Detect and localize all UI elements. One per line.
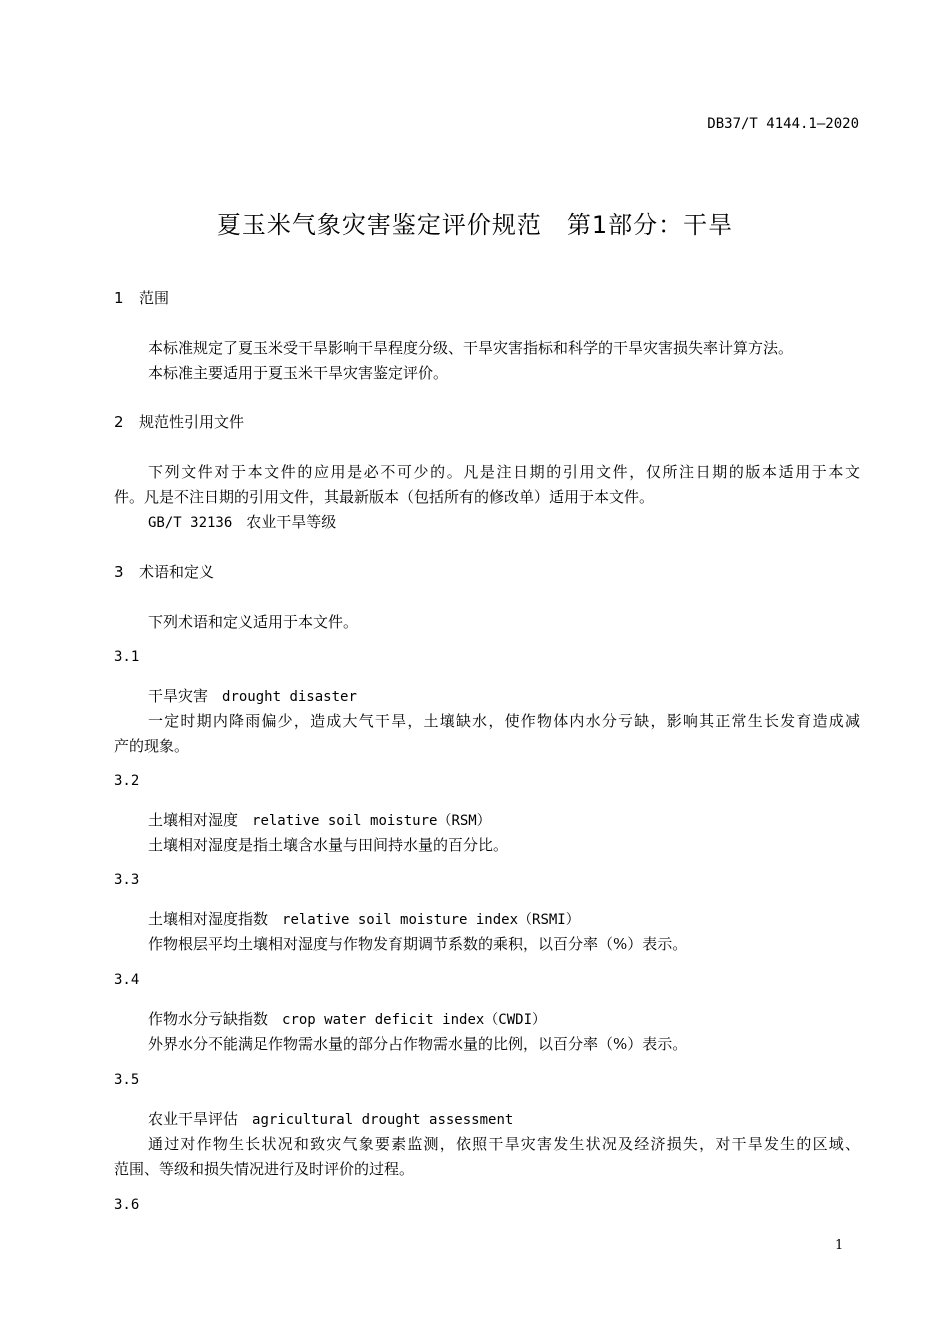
term-entry — [148, 1008, 546, 1029]
section-title: 规范性引用文件 — [139, 413, 245, 431]
section-number: 3 — [114, 563, 124, 581]
clause-number: 3.2 — [114, 773, 140, 789]
section-2-heading — [114, 411, 244, 432]
term-definition: 通过对作物生长状况和致灾气象要素监测，依照干旱灾害发生状况及经济损失，对干旱发生的区域、 — [148, 1135, 860, 1153]
term-entry — [148, 685, 357, 706]
paragraph: 下列文件对于本文件的应用是必不可少的。凡是注日期的引用文件，仅所注日期的版本适用于本文 — [148, 463, 860, 481]
paragraph: 件。凡是不注日期的引用文件，其最新版本（包括所有的修改单）适用于本文件。 — [114, 488, 655, 506]
term-entry — [148, 1108, 513, 1129]
term-en: relative soil moisture（RSM） — [252, 813, 491, 829]
term-definition: 范围、等级和损失情况进行及时评价的过程。 — [114, 1160, 415, 1178]
page-number: 1 — [835, 1238, 844, 1253]
clause-number: 3.1 — [114, 649, 140, 665]
section-title: 范围 — [139, 289, 170, 307]
term-entry — [148, 809, 491, 830]
section-1-heading — [114, 287, 169, 308]
section-number: 2 — [114, 413, 124, 431]
section-3-heading — [114, 561, 214, 582]
term-zh: 土壤相对湿度指数 — [148, 910, 269, 928]
document-title: 夏玉米气象灾害鉴定评价规范 第1部分：干旱 — [216, 211, 734, 239]
paragraph: 本标准规定了夏玉米受干旱影响干旱程度分级、干旱灾害指标和科学的干旱灾害损失率计算方法。 — [148, 339, 794, 357]
term-entry — [148, 908, 580, 929]
term-en: drought disaster — [222, 689, 357, 705]
section-number: 1 — [114, 289, 124, 307]
term-definition: 一定时期内降雨偏少，造成大气干旱，土壤缺水，使作物体内水分亏缺，影响其正常生长发育造成减 — [148, 712, 860, 730]
clause-number: 3.5 — [114, 1072, 140, 1088]
term-en: relative soil moisture index（RSMI） — [282, 912, 580, 928]
term-definition: 产的现象。 — [114, 737, 190, 755]
document-code: DB37/T 4144.1—2020 — [707, 116, 859, 132]
clause-number: 3.3 — [114, 872, 140, 888]
paragraph: 本标准主要适用于夏玉米干旱灾害鉴定评价。 — [148, 364, 449, 382]
clause-number: 3.4 — [114, 972, 140, 988]
reference-title: 农业干旱等级 — [246, 513, 337, 531]
normative-reference — [148, 511, 336, 532]
clause-number: 3.6 — [114, 1197, 140, 1213]
reference-code: GB/T 32136 — [148, 515, 233, 531]
paragraph: 下列术语和定义适用于本文件。 — [148, 613, 359, 631]
term-en: agricultural drought assessment — [252, 1112, 514, 1128]
term-en: crop water deficit index（CWDI） — [282, 1012, 547, 1028]
term-definition: 作物根层平均土壤相对湿度与作物发育期调节系数的乘积，以百分率（%）表示。 — [148, 935, 688, 953]
section-title: 术语和定义 — [139, 563, 215, 581]
term-zh: 农业干旱评估 — [148, 1110, 239, 1128]
term-zh: 土壤相对湿度 — [148, 811, 239, 829]
term-zh: 干旱灾害 — [148, 687, 209, 705]
term-definition: 土壤相对湿度是指土壤含水量与田间持水量的百分比。 — [148, 836, 509, 854]
term-definition: 外界水分不能满足作物需水量的部分占作物需水量的比例，以百分率（%）表示。 — [148, 1035, 688, 1053]
term-zh: 作物水分亏缺指数 — [148, 1010, 269, 1028]
